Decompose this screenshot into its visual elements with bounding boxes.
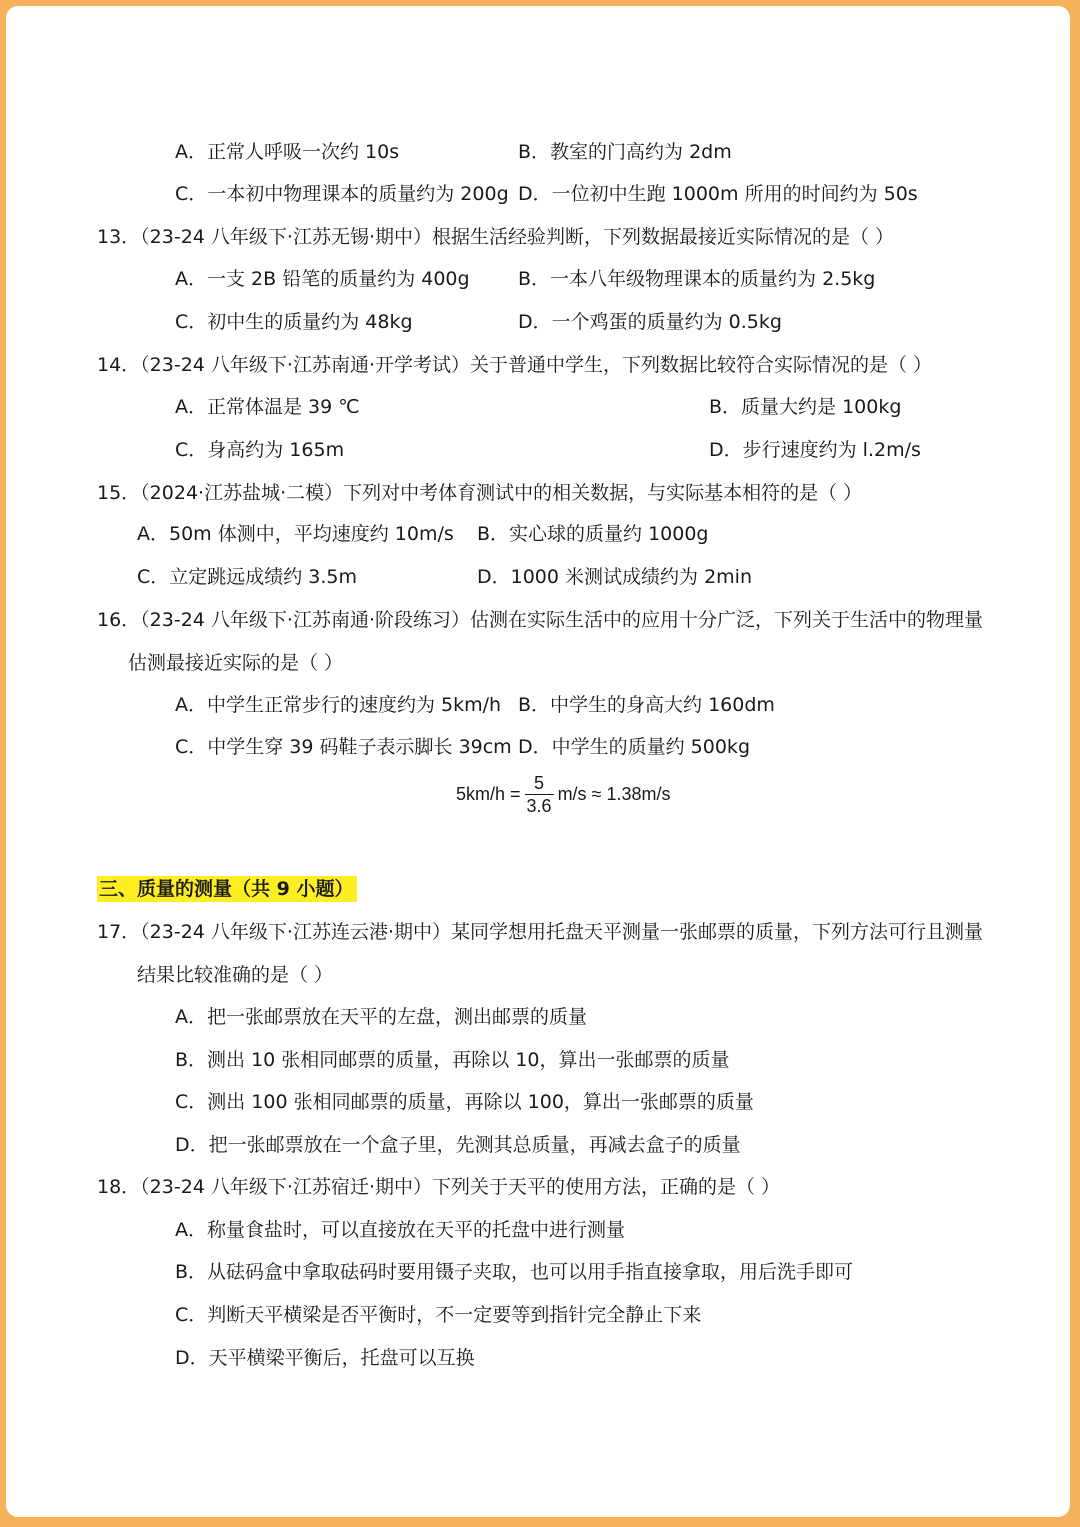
q14-option-a: A．正常体温是 39 ℃ — [175, 396, 360, 418]
formula-left: 5km/h = — [456, 784, 521, 804]
q14-option-b: B．质量大约是 100kg — [709, 396, 902, 418]
q13-option-b: B．一本八年级物理课本的质量约为 2.5kg — [518, 268, 876, 290]
q17-option-b: B．测出 10 张相同邮票的质量，再除以 10，算出一张邮票的质量 — [175, 1049, 730, 1071]
q12-option-b: B．教室的门高约为 2dm — [518, 141, 732, 163]
q18-option-c: C．判断天平横梁是否平衡时，不一定要等到指针完全静止下来 — [175, 1304, 702, 1326]
speed-conversion-formula — [456, 772, 670, 817]
q15-option-c: C．立定跳远成绩约 3.5m — [137, 566, 358, 588]
formula-right: m/s ≈ 1.38m/s — [557, 784, 671, 804]
q13-option-d: D．一个鸡蛋的质量约为 0.5kg — [518, 311, 782, 333]
q17-option-a: A．把一张邮票放在天平的左盘，测出邮票的质量 — [175, 1006, 587, 1028]
q13-stem: 13．（23-24 八年级下·江苏无锡·期中）根据生活经验判断，下列数据最接近实际情况的是（ ） — [97, 226, 895, 248]
q17-option-d: D．把一张邮票放在一个盒子里，先测其总质量，再减去盒子的质量 — [175, 1134, 741, 1156]
section-heading-mass-measurement: 三、质量的测量（共 9 小题） — [97, 876, 357, 902]
q14-stem: 14．（23-24 八年级下·江苏南通·开学考试）关于普通中学生，下列数据比较符合实际情况的是（ ） — [97, 354, 933, 376]
q16-stem-line1: 16．（23-24 八年级下·江苏南通·阶段练习）估测在实际生活中的应用十分广泛，下列关于生活中的物理量 — [97, 609, 984, 631]
q16-stem-line2: 估测最接近实际的是（ ） — [128, 652, 344, 674]
q18-stem: 18．（23-24 八年级下·江苏宿迁·期中）下列关于天平的使用方法，正确的是（ ） — [97, 1176, 781, 1198]
q17-stem-line1: 17．（23-24 八年级下·江苏连云港·期中）某同学想用托盘天平测量一张邮票的质量，下列方法可行且测量 — [97, 921, 984, 943]
formula-fraction — [525, 772, 554, 817]
q18-option-b: B．从砝码盒中拿取砝码时要用镊子夹取，也可以用手指直接拿取，用后洗手即可 — [175, 1261, 854, 1283]
q13-option-a: A．一支 2B 铅笔的质量约为 400g — [175, 268, 470, 290]
q16-option-b: B．中学生的身高大约 160dm — [518, 694, 775, 716]
q15-option-a: A．50m 体测中，平均速度约 10m/s — [137, 523, 454, 545]
formula-denominator: 3.6 — [526, 796, 552, 816]
q16-option-a: A．中学生正常步行的速度约为 5km/h — [175, 694, 502, 716]
q12-option-d: D．一位初中生跑 1000m 所用的时间约为 50s — [518, 183, 918, 205]
q13-option-c: C．初中生的质量约为 48kg — [175, 311, 413, 333]
q14-option-c: C．身高约为 165m — [175, 439, 345, 461]
q15-stem: 15．（2024·江苏盐城·二模）下列对中考体育测试中的相关数据，与实际基本相符的是（ ） — [97, 482, 863, 504]
q16-option-c: C．中学生穿 39 码鞋子表示脚长 39cm — [175, 736, 512, 758]
formula-numerator: 5 — [534, 773, 545, 793]
q16-option-d: D．中学生的质量约 500kg — [518, 736, 750, 758]
q17-option-c: C．测出 100 张相同邮票的质量，再除以 100，算出一张邮票的质量 — [175, 1091, 754, 1113]
q12-option-a: A．正常人呼吸一次约 10s — [175, 141, 400, 163]
q12-option-c: C．一本初中物理课本的质量约为 200g — [175, 183, 509, 205]
q15-option-d: D．1000 米测试成绩约为 2min — [477, 566, 752, 588]
q15-option-b: B．实心球的质量约 1000g — [477, 523, 709, 545]
q18-option-a: A．称量食盐时，可以直接放在天平的托盘中进行测量 — [175, 1219, 625, 1241]
q14-option-d: D．步行速度约为 l.2m/s — [709, 439, 921, 461]
q17-stem-line2: 结果比较准确的是（ ） — [137, 964, 334, 986]
q18-option-d: D．天平横梁平衡后，托盘可以互换 — [175, 1347, 475, 1369]
